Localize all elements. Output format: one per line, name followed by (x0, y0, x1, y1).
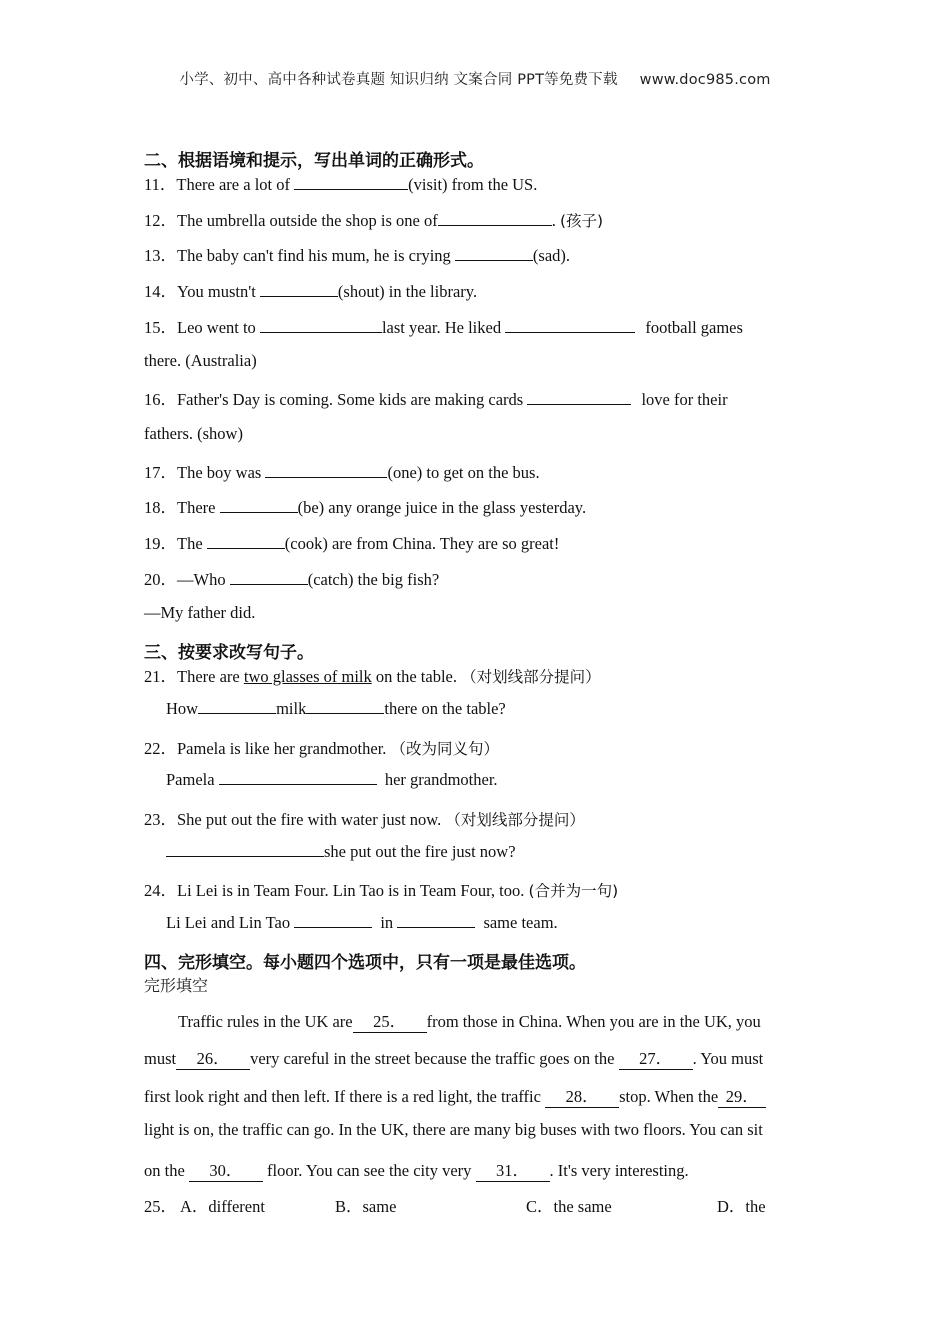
question-15-cont: there. (Australia) (144, 351, 257, 370)
answer-blank[interactable] (230, 570, 308, 585)
blank-25: 25． (353, 1008, 427, 1033)
answer-blank[interactable] (220, 498, 298, 513)
answer-blank[interactable] (438, 211, 552, 226)
blank-26: 26． (176, 1045, 250, 1070)
answer-blank[interactable] (455, 246, 533, 261)
section-3-title: 三、按要求改写句子。 (144, 643, 314, 663)
question-22: 22．Pamela is like her grandmother. （改为同义句） (144, 739, 500, 758)
answer-blank[interactable] (306, 699, 384, 714)
option-a[interactable]: A．different (180, 1197, 265, 1216)
passage-line-2: must 26． very careful in the street because the traffic goes on the 27． . You must (144, 1045, 763, 1070)
blank-30: 30． (189, 1157, 263, 1182)
question-21-rewrite: How milk there on the table? (166, 699, 506, 718)
blank-29: 29． (718, 1083, 766, 1108)
question-24: 24．Li Lei is in Team Four. Lin Tao is in Team Four, too. (合并为一句) (144, 881, 619, 900)
question-18: 18．There (be) any orange juice in the glass yesterday. (144, 498, 587, 517)
header-text: 小学、初中、高中各种试卷真题 知识归纳 文案合同 PPT等免费下载 (179, 72, 618, 88)
question-20: 20．—Who (catch) the big fish? (144, 570, 440, 589)
passage-line-4: light is on, the traffic can go. In the UK, there are many big buses with two floors. You can sit (144, 1120, 763, 1139)
question-25-number: 25． (144, 1197, 177, 1216)
option-d[interactable]: D．the (717, 1197, 766, 1216)
answer-blank[interactable] (198, 699, 276, 714)
answer-blank[interactable] (260, 318, 382, 333)
answer-blank[interactable] (219, 770, 377, 785)
section-2-title: 二、根据语境和提示，写出单词的正确形式。 (144, 151, 484, 171)
question-11: 11．There are a lot of (visit) from the US. (144, 175, 538, 194)
passage-line-1: Traffic rules in the UK are 25． from those in China. When you are in the UK, you (178, 1008, 761, 1033)
question-17: 17．The boy was (one) to get on the bus. (144, 463, 540, 482)
option-b[interactable]: B．same (335, 1197, 397, 1216)
question-20-answer: —My father did. (144, 603, 256, 622)
answer-blank[interactable] (505, 318, 635, 333)
header-url: www.doc985.com (639, 72, 771, 88)
blank-31: 31． (476, 1157, 550, 1182)
passage-line-3: first look right and then left. If there is a red light, the traffic 28． stop. When the 29． (144, 1083, 766, 1108)
question-19: 19．The (cook) are from China. They are so great! (144, 534, 560, 553)
section-4-title: 四、完形填空。每小题四个选项中，只有一项是最佳选项。 (144, 953, 586, 973)
blank-28: 28． (545, 1083, 619, 1108)
answer-blank[interactable] (166, 842, 324, 857)
answer-blank[interactable] (265, 463, 387, 478)
section-4-subtitle: 完形填空 (144, 976, 209, 995)
option-c[interactable]: C．the same (526, 1197, 612, 1216)
answer-blank[interactable] (294, 913, 372, 928)
page-header (0, 68, 950, 89)
question-12: 12．The umbrella outside the shop is one of . (孩子) (144, 211, 604, 230)
answer-blank[interactable] (527, 390, 631, 405)
question-16: 16．Father's Day is coming. Some kids are making cards love for their (144, 390, 728, 409)
passage-line-5: on the 30． floor. You can see the city very 31． . It's very interesting. (144, 1157, 689, 1182)
question-22-rewrite: Pamela her grandmother. (166, 770, 498, 789)
question-24-rewrite: Li Lei and Lin Tao in same team. (166, 913, 558, 932)
question-21: 21．There are two glasses of milk on the table. （对划线部分提问） (144, 667, 601, 686)
question-14: 14．You mustn't (shout) in the library. (144, 282, 478, 301)
underlined-phrase: two glasses of milk (243, 667, 372, 686)
answer-blank[interactable] (294, 175, 408, 190)
blank-27: 27． (619, 1045, 693, 1070)
answer-blank[interactable] (207, 534, 285, 549)
question-16-cont: fathers. (show) (144, 424, 243, 443)
question-23: 23．She put out the fire with water just now. （对划线部分提问） (144, 810, 585, 829)
answer-blank[interactable] (260, 282, 338, 297)
answer-blank[interactable] (397, 913, 475, 928)
question-15: 15．Leo went to last year. He liked football games (144, 318, 743, 337)
question-23-rewrite: she put out the fire just now? (166, 842, 516, 862)
question-13: 13．The baby can't find his mum, he is crying (sad). (144, 246, 571, 265)
